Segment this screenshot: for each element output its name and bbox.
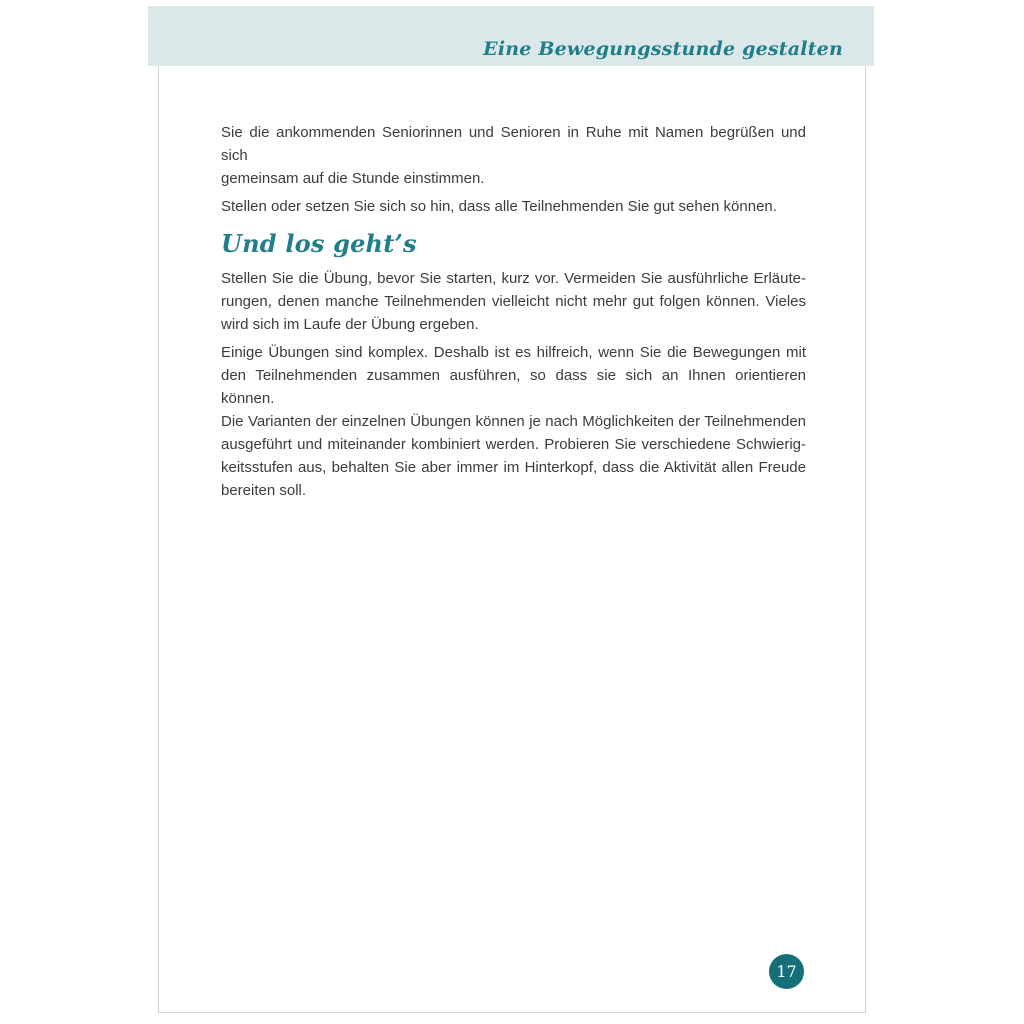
text-line: rungen, denen manche Teilnehmenden vielleicht nicht mehr gut folgen können. Vieles <box>221 293 806 310</box>
text-line: keitsstufen aus, behalten Sie aber immer im Hinterkopf, dass die Aktivität allen Freude <box>221 459 806 476</box>
section-paragraph-1 <box>221 267 806 336</box>
document-page <box>158 6 866 1013</box>
text-line: gemeinsam auf die Stunde einstimmen. <box>221 170 485 187</box>
text-line: Einige Übungen sind komplex. Deshalb ist es hilfreich, wenn Sie die Bewegungen mit <box>221 344 806 361</box>
chapter-title: Eine Bewegungsstunde gestalten <box>483 38 843 60</box>
page-number-badge <box>769 954 804 989</box>
text-line: Stellen Sie die Übung, bevor Sie starten, kurz vor. Vermeiden Sie ausführliche Erläute- <box>221 270 806 287</box>
text-line: den Teilnehmenden zusammen ausführen, so dass sie sich an Ihnen orientieren können. <box>221 367 806 407</box>
page-number-label: 17 <box>776 962 797 981</box>
section-paragraph-2 <box>221 341 806 502</box>
intro-paragraph-1 <box>221 121 806 190</box>
text-line: Die Varianten der einzelnen Übungen können je nach Möglichkeiten der Teilnehmenden <box>221 413 806 430</box>
text-line: ausgeführt und miteinander kombiniert werden. Probieren Sie verschiedene Schwierig- <box>221 436 806 453</box>
text-line: bereiten soll. <box>221 482 307 499</box>
page-content <box>221 121 806 507</box>
text-line: wird sich im Laufe der Übung ergeben. <box>221 316 479 333</box>
text-line: Stellen oder setzen Sie sich so hin, dass alle Teilnehmenden Sie gut sehen können. <box>221 198 777 215</box>
section-heading: Und los geht’s <box>221 229 417 258</box>
intro-paragraph-2 <box>221 195 806 218</box>
page-header-band <box>148 6 874 66</box>
text-line: Sie die ankommenden Seniorinnen und Senioren in Ruhe mit Namen begrüßen und sich <box>221 124 806 164</box>
